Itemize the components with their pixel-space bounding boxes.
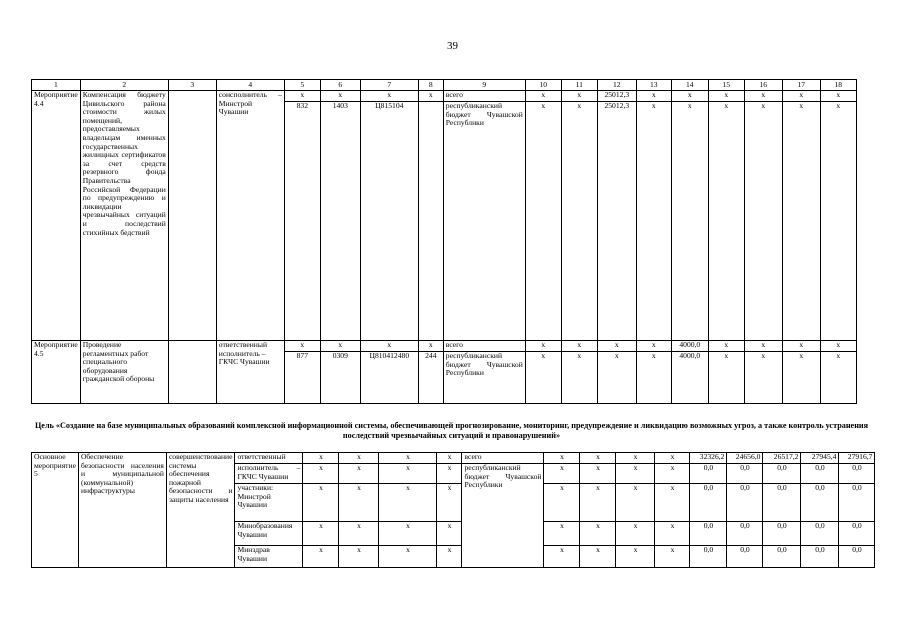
table-cell: 25012,3 xyxy=(597,91,636,102)
col-number: 12 xyxy=(597,80,636,91)
col-number: 18 xyxy=(820,80,856,91)
table-cell: х xyxy=(379,453,437,464)
table-cell: 0,0 xyxy=(839,484,875,522)
table-cell: 877 xyxy=(284,352,320,404)
table-cell: 0,0 xyxy=(801,464,839,484)
table-cell: х xyxy=(339,464,379,484)
table-cell: х xyxy=(544,453,580,464)
table-cell: 25012,3 xyxy=(597,102,636,341)
table-row xyxy=(32,341,857,352)
table-cell: 0,0 xyxy=(839,522,875,546)
table-cell: х xyxy=(360,341,418,352)
executor: соисполнитель – Минстрой Чувашии xyxy=(216,91,284,341)
col-number: 17 xyxy=(782,80,820,91)
table-cell: 832 xyxy=(284,102,320,341)
goal-heading: Цель «Создание на базе муниципальных образований комплексной информационной системы, обеспечивающей прогнозирование, мониторинг, предупреждение и ликвидацию возможных угроз, а также контроль устранения последствий чрезвычайных ситуаций и правонарушений» xyxy=(34,421,869,440)
table-cell: х xyxy=(782,102,820,341)
table-cell: 0,0 xyxy=(690,464,727,484)
table-cell: х xyxy=(437,546,462,568)
column-numbers-row xyxy=(32,80,857,91)
measure-description: Проведение регламентных работ специального оборудования гражданской обороны xyxy=(80,341,168,404)
table-cell: 244 xyxy=(418,352,443,404)
table-cell: х xyxy=(418,341,443,352)
table-cell: х xyxy=(744,102,782,341)
table-cell: х xyxy=(303,453,339,464)
table-cell: х xyxy=(339,522,379,546)
funding-source: всего xyxy=(462,453,544,464)
table-cell: х xyxy=(561,352,597,404)
table-cell: х xyxy=(303,464,339,484)
table-cell: х xyxy=(544,484,580,522)
table-cell: Ц810412480 xyxy=(360,352,418,404)
table-cell: х xyxy=(525,341,561,352)
table-cell: х xyxy=(782,91,820,102)
table-cell: х xyxy=(525,91,561,102)
col-number: 13 xyxy=(636,80,671,91)
table-cell: х xyxy=(379,546,437,568)
table-cell: 0,0 xyxy=(690,484,727,522)
col-number: 2 xyxy=(80,80,168,91)
program-table-lower xyxy=(31,452,875,568)
table-cell: х xyxy=(339,453,379,464)
table-cell: х xyxy=(284,341,320,352)
table-cell: 0,0 xyxy=(801,546,839,568)
table-cell: х xyxy=(437,522,462,546)
table-cell: х xyxy=(320,341,360,352)
table-cell: х xyxy=(820,341,856,352)
table-cell: 26517,2 xyxy=(763,453,801,464)
table-cell: х xyxy=(561,102,597,341)
table-cell: х xyxy=(544,464,580,484)
col-number: 7 xyxy=(360,80,418,91)
measure-label: Основное мероприятие 5 xyxy=(32,453,79,568)
table-cell: х xyxy=(320,91,360,102)
table-cell: 0,0 xyxy=(763,522,801,546)
executor: участники: Минстрой Чувашии xyxy=(235,484,303,522)
table-cell: х xyxy=(561,91,597,102)
table-cell: х xyxy=(782,341,820,352)
table-cell: х xyxy=(744,91,782,102)
executor: Минздрав Чувашии xyxy=(235,546,303,568)
col-number: 5 xyxy=(284,80,320,91)
empty-cell xyxy=(168,91,216,341)
table-cell: 32326,2 xyxy=(690,453,727,464)
executor: исполнитель – ГКЧС Чувашии xyxy=(235,464,303,484)
table-cell: х xyxy=(379,522,437,546)
table-cell: х xyxy=(744,341,782,352)
table-cell: х xyxy=(655,484,690,522)
table-cell: Ц815104 xyxy=(360,102,418,341)
table-cell: 0,0 xyxy=(727,464,763,484)
table-cell: 4000,0 xyxy=(671,352,708,404)
table-cell: х xyxy=(708,102,744,341)
table-cell: 27916,7 xyxy=(839,453,875,464)
funding-source: всего xyxy=(443,341,525,352)
table-cell: х xyxy=(339,546,379,568)
col-number: 1 xyxy=(32,80,81,91)
table-cell: х xyxy=(525,102,561,341)
table-cell: х xyxy=(580,522,616,546)
measure-label: Мероприятие 4.4 xyxy=(32,91,81,341)
table-cell: х xyxy=(744,352,782,404)
col-number: 14 xyxy=(671,80,708,91)
col-number: 3 xyxy=(168,80,216,91)
executor: ответственный xyxy=(235,453,303,464)
table-cell: х xyxy=(820,352,856,404)
page-number: 39 xyxy=(447,40,458,52)
table-cell: х xyxy=(437,453,462,464)
table-cell: х xyxy=(655,464,690,484)
table-cell: х xyxy=(820,91,856,102)
table-row xyxy=(32,453,875,464)
table-cell: х xyxy=(782,352,820,404)
funding-source: республиканский бюджет Чувашской Республики xyxy=(443,102,525,341)
table-cell: х xyxy=(616,546,655,568)
col-number: 8 xyxy=(418,80,443,91)
table-cell: х xyxy=(616,464,655,484)
table-cell: х xyxy=(616,522,655,546)
measure-description: Компенсация бюджету Цивильского района стоимости жилых помещений, предоставляемых владельцам именных государственных жилищных сертификатов за счет средств резервного фонда Правительства Российской Федерации по предупреждению и ликвидации чрезвычайных ситуаций и последствий стихийных бедствий xyxy=(80,91,168,341)
table-cell: 4000,0 xyxy=(671,341,708,352)
table-cell xyxy=(418,102,443,341)
program-table-upper xyxy=(31,79,857,404)
table-cell: х xyxy=(636,102,671,341)
table-cell: х xyxy=(655,453,690,464)
table-cell: х xyxy=(561,341,597,352)
col-number: 4 xyxy=(216,80,284,91)
table-cell: 0,0 xyxy=(801,484,839,522)
table-cell: х xyxy=(303,522,339,546)
measure-description: Обеспечение безопасности населения и муниципальной (коммунальной) инфраструктуры xyxy=(78,453,166,568)
table-cell: х xyxy=(284,91,320,102)
table-cell: 0,0 xyxy=(839,546,875,568)
table-cell: х xyxy=(580,546,616,568)
funding-source: республиканский бюджет Чувашской Республики xyxy=(462,464,544,568)
table-cell: х xyxy=(636,91,671,102)
col-number: 6 xyxy=(320,80,360,91)
table-cell: х xyxy=(671,91,708,102)
measure-goal: совершенствование системы обеспечения пожарной безопасности и защиты населения xyxy=(166,453,235,568)
table-cell: х xyxy=(525,352,561,404)
table-cell: х xyxy=(655,546,690,568)
executor: ответственный исполнитель – ГКЧС Чувашии xyxy=(216,341,284,404)
table-cell: 0,0 xyxy=(763,464,801,484)
table-cell: х xyxy=(303,484,339,522)
table-cell: х xyxy=(580,484,616,522)
col-number: 16 xyxy=(744,80,782,91)
table-cell: х xyxy=(636,352,671,404)
col-number: 9 xyxy=(443,80,525,91)
table-cell: х xyxy=(544,522,580,546)
table-cell: 0,0 xyxy=(763,484,801,522)
table-cell: 0,0 xyxy=(690,522,727,546)
table-cell: х xyxy=(303,546,339,568)
table-cell: х xyxy=(379,464,437,484)
table-cell: х xyxy=(597,352,636,404)
table-cell: 0,0 xyxy=(727,522,763,546)
table-cell: х xyxy=(708,91,744,102)
table-cell: х xyxy=(339,484,379,522)
table-cell: 24656,0 xyxy=(727,453,763,464)
table-cell: х xyxy=(820,102,856,341)
table-cell: х xyxy=(379,484,437,522)
table-cell: х xyxy=(655,522,690,546)
table-cell: 0,0 xyxy=(839,464,875,484)
table-cell: х xyxy=(360,91,418,102)
table-cell: х xyxy=(616,453,655,464)
table-cell: х xyxy=(418,91,443,102)
table-cell: х xyxy=(636,341,671,352)
measure-label: Мероприятие 4.5 xyxy=(32,341,81,404)
table-cell: х xyxy=(671,102,708,341)
col-number: 11 xyxy=(561,80,597,91)
table-cell: 0,0 xyxy=(801,522,839,546)
table-cell: 0,0 xyxy=(763,546,801,568)
table-cell: х xyxy=(437,484,462,522)
empty-cell xyxy=(168,341,216,404)
table-row xyxy=(32,91,857,102)
table-cell: 27945,4 xyxy=(801,453,839,464)
table-cell: х xyxy=(580,453,616,464)
table-cell: х xyxy=(437,464,462,484)
table-cell: 0,0 xyxy=(690,546,727,568)
table-cell: х xyxy=(580,464,616,484)
table-cell: х xyxy=(708,352,744,404)
executor: Минобразования Чувашии xyxy=(235,522,303,546)
table-cell: х xyxy=(544,546,580,568)
table-cell: х xyxy=(708,341,744,352)
funding-source: республиканский бюджет Чувашской Республики xyxy=(443,352,525,404)
table-cell: 0,0 xyxy=(727,546,763,568)
col-number: 10 xyxy=(525,80,561,91)
table-cell: 0,0 xyxy=(727,484,763,522)
table-cell: х xyxy=(597,341,636,352)
funding-source: всего xyxy=(443,91,525,102)
col-number: 15 xyxy=(708,80,744,91)
table-cell: 1403 xyxy=(320,102,360,341)
table-cell: х xyxy=(616,484,655,522)
table-cell: 0309 xyxy=(320,352,360,404)
